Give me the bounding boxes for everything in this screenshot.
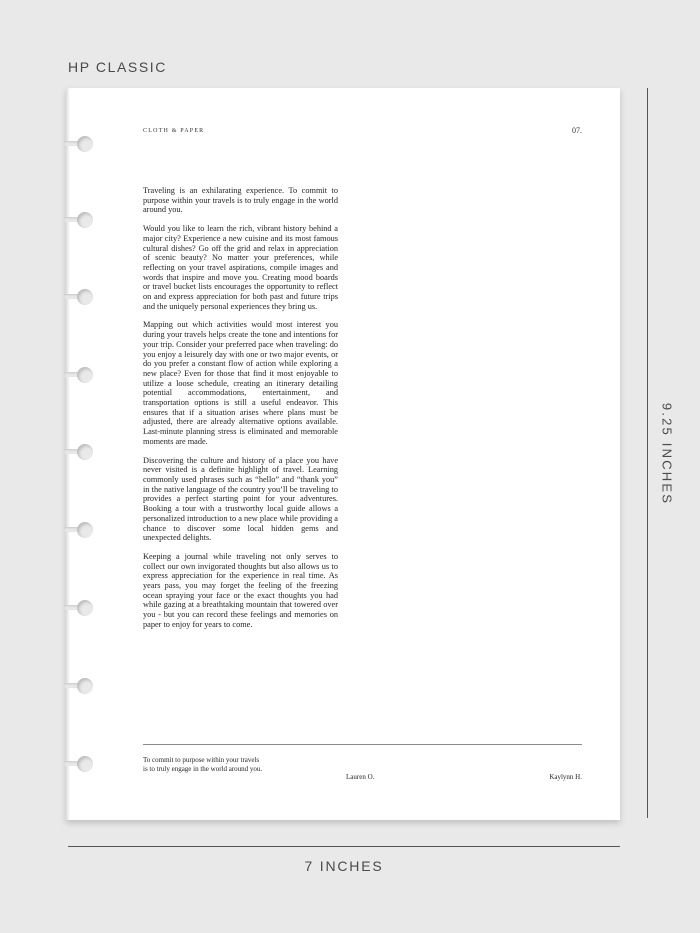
width-dimension-label: 7 INCHES — [304, 858, 384, 874]
paragraph: Discovering the culture and history of a place you have never visited is a definite highlight of travel. Learning commonly used phrases such as “hello” and “thank you” in the native language of the country you’ll be traveling to provides a perfect starting point for your adventures. Booking a tour with a trustworthy local guide allows a personalized introduction to a new place while providing a chance to discover some local hidden gems and unexpected delights. — [143, 455, 338, 543]
punch-hole-icon — [64, 208, 94, 232]
article-body — [143, 186, 338, 639]
planner-page — [66, 88, 620, 820]
height-dimension-line — [647, 88, 648, 818]
punch-hole-icon — [64, 674, 94, 698]
author-credit: Kaylynn H. — [549, 773, 582, 781]
punch-hole-icon — [64, 132, 94, 156]
footer-quote: To commit to purpose within your travels is to truly engage in the world around you. — [143, 756, 263, 773]
brand-name: CLOTH & PAPER — [143, 128, 205, 134]
punch-hole-icon — [64, 596, 94, 620]
punch-hole-icon — [64, 363, 94, 387]
height-dimension-label: 9.25 INCHES — [659, 402, 675, 506]
punch-hole-icon — [64, 752, 94, 776]
paragraph: Keeping a journal while traveling not only serves to collect our own invigorated thoughts but also allows us to express appreciation for the experience in real time. As years pass, you may forget the feeling of the freezing ocean spraying your face or the exact thoughts you had while gazing at a breathtaking mountain that towered over you - but you can record these feelings and memories on paper to enjoy for years to come. — [143, 551, 338, 629]
punch-hole-icon — [64, 440, 94, 464]
punch-hole-icon — [64, 518, 94, 542]
width-dimension-line — [68, 846, 620, 847]
product-label: HP CLASSIC — [68, 59, 167, 75]
author-credit: Lauren O. — [346, 773, 375, 781]
paragraph: Mapping out which activities would most interest you during your travels helps create the tone and intentions for your trip. Consider your preferred pace when traveling: do you enjoy a leisurely day with one or two major events, or do you prefer a constant flow of action while exploring a new place? Even for those that find it most enjoyable to utilize a loose schedule, creating an itinerary detailing potential accommodations, entertainment, and transportation options is still a useful endeavor. This ensures that if a situation arises where plans must be adjusted, there are already alternative options available. Last-minute planning stress is eliminated and memorable moments are made. — [143, 320, 338, 446]
paragraph: Traveling is an exhilarating experience. To commit to purpose within your travels is to truly engage in the world around you. — [143, 186, 338, 215]
paragraph: Would you like to learn the rich, vibrant history behind a major city? Experience a new cuisine and its most famous cultural dishes? Go off the grid and relax in appreciation of scenic beauty? No matter your preferences, while reflecting on your travel aspirations, compile images and words that inspire and move you. Creating mood boards or travel bucket lists encourages the opportunity to reflect on and express appreciation for both past and future trips and the uniquely personal experiences they bring us. — [143, 224, 338, 311]
page-number: 07. — [572, 126, 582, 135]
footer-divider — [143, 744, 582, 745]
punch-hole-icon — [64, 285, 94, 309]
